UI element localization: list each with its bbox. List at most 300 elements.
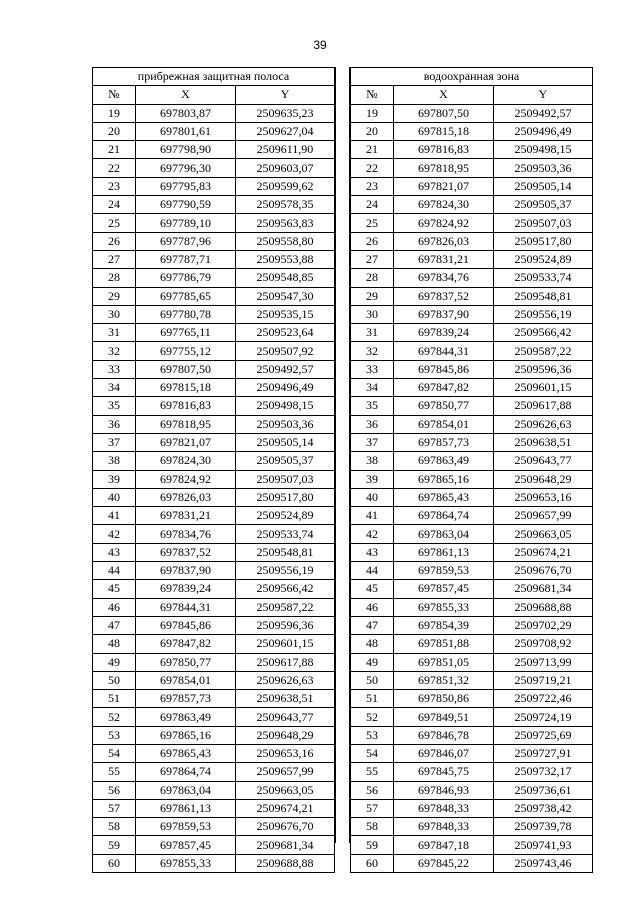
x-coordinate-cell: 697848,33 — [394, 818, 494, 836]
y-coordinate-cell: 2509517,80 — [236, 488, 335, 506]
x-coordinate-cell: 697865,43 — [136, 744, 236, 762]
point-number-cell: 36 — [351, 415, 394, 433]
x-coordinate-cell: 697824,30 — [394, 196, 494, 214]
column-header-y: Y — [494, 86, 593, 104]
x-coordinate-cell: 697850,77 — [394, 397, 494, 415]
y-coordinate-cell: 2509736,61 — [494, 781, 593, 799]
point-number-cell: 23 — [93, 177, 136, 195]
x-coordinate-cell: 697755,12 — [136, 342, 236, 360]
table-row — [93, 562, 335, 580]
point-number-cell: 49 — [93, 653, 136, 671]
x-coordinate-cell: 697859,53 — [136, 818, 236, 836]
x-coordinate-cell: 697818,95 — [394, 159, 494, 177]
x-coordinate-cell: 697780,78 — [136, 305, 236, 323]
table-row — [93, 708, 335, 726]
x-coordinate-cell: 697846,78 — [394, 726, 494, 744]
x-coordinate-cell: 697816,83 — [136, 397, 236, 415]
y-coordinate-cell: 2509713,99 — [494, 653, 593, 671]
point-number-cell: 37 — [351, 433, 394, 451]
point-number-cell: 23 — [351, 177, 394, 195]
point-number-cell: 51 — [351, 690, 394, 708]
table-row — [351, 214, 593, 232]
y-coordinate-cell: 2509725,69 — [494, 726, 593, 744]
table-row — [93, 854, 335, 872]
point-number-cell: 27 — [351, 250, 394, 268]
table-row — [351, 543, 593, 561]
y-coordinate-cell: 2509708,92 — [494, 635, 593, 653]
table-row — [93, 452, 335, 470]
y-coordinate-cell: 2509676,70 — [236, 818, 335, 836]
table-row — [93, 305, 335, 323]
x-coordinate-cell: 697855,33 — [394, 598, 494, 616]
column-header-x: X — [394, 86, 494, 104]
x-coordinate-cell: 697834,76 — [394, 269, 494, 287]
y-coordinate-cell: 2509548,85 — [236, 269, 335, 287]
table-row — [93, 781, 335, 799]
point-number-cell: 54 — [351, 744, 394, 762]
y-coordinate-cell: 2509566,42 — [236, 580, 335, 598]
point-number-cell: 43 — [93, 543, 136, 561]
table-row — [93, 342, 335, 360]
table-row — [93, 269, 335, 287]
point-number-cell: 39 — [351, 470, 394, 488]
table-row — [351, 763, 593, 781]
x-coordinate-cell: 697786,79 — [136, 269, 236, 287]
table-row — [351, 122, 593, 140]
y-coordinate-cell: 2509556,19 — [494, 305, 593, 323]
point-number-cell: 55 — [351, 763, 394, 781]
y-coordinate-cell: 2509503,36 — [236, 415, 335, 433]
x-coordinate-cell: 697863,04 — [136, 781, 236, 799]
point-number-cell: 34 — [93, 379, 136, 397]
table-row — [93, 433, 335, 451]
y-coordinate-cell: 2509507,03 — [494, 214, 593, 232]
table-row — [93, 415, 335, 433]
point-number-cell: 28 — [351, 269, 394, 287]
x-coordinate-cell: 697848,33 — [394, 799, 494, 817]
y-coordinate-cell: 2509533,74 — [494, 269, 593, 287]
y-coordinate-cell: 2509663,05 — [236, 781, 335, 799]
x-coordinate-cell: 697854,01 — [136, 671, 236, 689]
x-coordinate-cell: 697865,16 — [394, 470, 494, 488]
point-number-cell: 59 — [351, 836, 394, 854]
table-row — [351, 562, 593, 580]
y-coordinate-cell: 2509617,88 — [494, 397, 593, 415]
table-row — [351, 342, 593, 360]
point-number-cell: 19 — [93, 104, 136, 122]
table-row — [351, 525, 593, 543]
table-row — [351, 781, 593, 799]
point-number-cell: 53 — [93, 726, 136, 744]
point-number-cell: 41 — [93, 507, 136, 525]
table-row — [351, 580, 593, 598]
table-row — [351, 269, 593, 287]
point-number-cell: 52 — [93, 708, 136, 726]
table-row — [351, 470, 593, 488]
y-coordinate-cell: 2509505,14 — [494, 177, 593, 195]
y-coordinate-cell: 2509505,14 — [236, 433, 335, 451]
y-coordinate-cell: 2509563,83 — [236, 214, 335, 232]
y-coordinate-cell: 2509722,46 — [494, 690, 593, 708]
y-coordinate-cell: 2509611,90 — [236, 141, 335, 159]
point-number-cell: 40 — [351, 488, 394, 506]
x-coordinate-cell: 697844,31 — [394, 342, 494, 360]
point-number-cell: 44 — [351, 562, 394, 580]
table-row — [351, 616, 593, 634]
table-row — [93, 232, 335, 250]
y-coordinate-cell: 2509601,15 — [236, 635, 335, 653]
y-coordinate-cell: 2509503,36 — [494, 159, 593, 177]
x-coordinate-cell: 697857,45 — [136, 836, 236, 854]
x-coordinate-cell: 697837,52 — [394, 287, 494, 305]
y-coordinate-cell: 2509643,77 — [236, 708, 335, 726]
table-row — [93, 159, 335, 177]
table-row — [351, 305, 593, 323]
y-coordinate-cell: 2509496,49 — [236, 379, 335, 397]
x-coordinate-cell: 697826,03 — [136, 488, 236, 506]
table-row — [93, 836, 335, 854]
table-row — [351, 598, 593, 616]
y-coordinate-cell: 2509517,80 — [494, 232, 593, 250]
point-number-cell: 56 — [351, 781, 394, 799]
point-number-cell: 21 — [351, 141, 394, 159]
x-coordinate-cell: 697824,30 — [136, 452, 236, 470]
x-coordinate-cell: 697857,45 — [394, 580, 494, 598]
point-number-cell: 25 — [93, 214, 136, 232]
point-number-cell: 53 — [351, 726, 394, 744]
y-coordinate-cell: 2509524,89 — [494, 250, 593, 268]
x-coordinate-cell: 697863,49 — [136, 708, 236, 726]
column-header-number: № — [93, 86, 136, 104]
y-coordinate-cell: 2509738,42 — [494, 799, 593, 817]
y-coordinate-cell: 2509674,21 — [236, 799, 335, 817]
y-coordinate-cell: 2509626,63 — [236, 671, 335, 689]
table-row — [93, 635, 335, 653]
y-coordinate-cell: 2509719,21 — [494, 671, 593, 689]
x-coordinate-cell: 697785,65 — [136, 287, 236, 305]
point-number-cell: 57 — [351, 799, 394, 817]
x-coordinate-cell: 697807,50 — [136, 360, 236, 378]
x-coordinate-cell: 697818,95 — [136, 415, 236, 433]
table-row — [93, 397, 335, 415]
y-coordinate-cell: 2509676,70 — [494, 562, 593, 580]
y-coordinate-cell: 2509548,81 — [236, 543, 335, 561]
table-row — [351, 635, 593, 653]
y-coordinate-cell: 2509648,29 — [236, 726, 335, 744]
point-number-cell: 57 — [93, 799, 136, 817]
table-row — [351, 507, 593, 525]
y-coordinate-cell: 2509681,34 — [494, 580, 593, 598]
y-coordinate-cell: 2509617,88 — [236, 653, 335, 671]
point-number-cell: 40 — [93, 488, 136, 506]
table-row — [351, 818, 593, 836]
point-number-cell: 60 — [351, 854, 394, 872]
table-row — [351, 708, 593, 726]
table-row — [93, 598, 335, 616]
point-number-cell: 39 — [93, 470, 136, 488]
y-coordinate-cell: 2509648,29 — [494, 470, 593, 488]
table-row — [93, 360, 335, 378]
point-number-cell: 37 — [93, 433, 136, 451]
x-coordinate-cell: 697837,52 — [136, 543, 236, 561]
coordinates-table-coastal-strip — [92, 67, 335, 873]
table-row — [93, 470, 335, 488]
point-number-cell: 47 — [351, 616, 394, 634]
point-number-cell: 43 — [351, 543, 394, 561]
table-row — [351, 177, 593, 195]
y-coordinate-cell: 2509505,37 — [494, 196, 593, 214]
y-coordinate-cell: 2509507,92 — [236, 342, 335, 360]
point-number-cell: 45 — [93, 580, 136, 598]
y-coordinate-cell: 2509596,36 — [494, 360, 593, 378]
y-coordinate-cell: 2509596,36 — [236, 616, 335, 634]
point-number-cell: 26 — [351, 232, 394, 250]
table-row — [93, 177, 335, 195]
table-row — [93, 104, 335, 122]
table-row — [351, 653, 593, 671]
column-header-x: X — [136, 86, 236, 104]
x-coordinate-cell: 697861,13 — [394, 543, 494, 561]
x-coordinate-cell: 697857,73 — [136, 690, 236, 708]
table-row — [351, 744, 593, 762]
x-coordinate-cell: 697854,01 — [394, 415, 494, 433]
table-row — [351, 452, 593, 470]
x-coordinate-cell: 697857,73 — [394, 433, 494, 451]
x-coordinate-cell: 697845,75 — [394, 763, 494, 781]
x-coordinate-cell: 697839,24 — [136, 580, 236, 598]
point-number-cell: 50 — [93, 671, 136, 689]
x-coordinate-cell: 697765,11 — [136, 324, 236, 342]
y-coordinate-cell: 2509627,04 — [236, 122, 335, 140]
table-row — [93, 525, 335, 543]
point-number-cell: 19 — [351, 104, 394, 122]
y-coordinate-cell: 2509743,46 — [494, 854, 593, 872]
divider-line-left — [335, 67, 336, 843]
table-row — [351, 324, 593, 342]
table-row — [351, 287, 593, 305]
point-number-cell: 59 — [93, 836, 136, 854]
table-row — [351, 488, 593, 506]
y-coordinate-cell: 2509535,15 — [236, 305, 335, 323]
x-coordinate-cell: 697807,50 — [394, 104, 494, 122]
point-number-cell: 35 — [351, 397, 394, 415]
y-coordinate-cell: 2509492,57 — [236, 360, 335, 378]
table-row — [351, 690, 593, 708]
x-coordinate-cell: 697864,74 — [136, 763, 236, 781]
table-row — [351, 726, 593, 744]
y-coordinate-cell: 2509498,15 — [494, 141, 593, 159]
y-coordinate-cell: 2509556,19 — [236, 562, 335, 580]
x-coordinate-cell: 697815,18 — [136, 379, 236, 397]
table-row — [351, 671, 593, 689]
x-coordinate-cell: 697847,18 — [394, 836, 494, 854]
table-row — [93, 818, 335, 836]
x-coordinate-cell: 697863,04 — [394, 525, 494, 543]
y-coordinate-cell: 2509688,88 — [236, 854, 335, 872]
point-number-cell: 33 — [351, 360, 394, 378]
y-coordinate-cell: 2509635,23 — [236, 104, 335, 122]
point-number-cell: 54 — [93, 744, 136, 762]
table-title: водоохранная зона — [351, 68, 593, 86]
y-coordinate-cell: 2509653,16 — [494, 488, 593, 506]
y-coordinate-cell: 2509587,22 — [236, 598, 335, 616]
y-coordinate-cell: 2509727,91 — [494, 744, 593, 762]
point-number-cell: 31 — [351, 324, 394, 342]
table-row — [351, 836, 593, 854]
x-coordinate-cell: 697863,49 — [394, 452, 494, 470]
table-row — [351, 232, 593, 250]
table-title: прибрежная защитная полоса — [93, 68, 335, 86]
table-row — [93, 690, 335, 708]
table-row — [93, 799, 335, 817]
table-row — [93, 287, 335, 305]
y-coordinate-cell: 2509724,19 — [494, 708, 593, 726]
table-row — [93, 671, 335, 689]
x-coordinate-cell: 697824,92 — [136, 470, 236, 488]
y-coordinate-cell: 2509601,15 — [494, 379, 593, 397]
point-number-cell: 45 — [351, 580, 394, 598]
table-row — [93, 653, 335, 671]
y-coordinate-cell: 2509702,29 — [494, 616, 593, 634]
point-number-cell: 42 — [93, 525, 136, 543]
table-row — [351, 360, 593, 378]
table-row — [351, 854, 593, 872]
point-number-cell: 24 — [351, 196, 394, 214]
point-number-cell: 50 — [351, 671, 394, 689]
y-coordinate-cell: 2509603,07 — [236, 159, 335, 177]
x-coordinate-cell: 697861,13 — [136, 799, 236, 817]
y-coordinate-cell: 2509643,77 — [494, 452, 593, 470]
y-coordinate-cell: 2509533,74 — [236, 525, 335, 543]
y-coordinate-cell: 2509578,35 — [236, 196, 335, 214]
x-coordinate-cell: 697795,83 — [136, 177, 236, 195]
y-coordinate-cell: 2509732,17 — [494, 763, 593, 781]
table-row — [351, 379, 593, 397]
table-row — [93, 616, 335, 634]
table-row — [351, 196, 593, 214]
x-coordinate-cell: 697865,43 — [394, 488, 494, 506]
y-coordinate-cell: 2509688,88 — [494, 598, 593, 616]
point-number-cell: 58 — [351, 818, 394, 836]
point-number-cell: 34 — [351, 379, 394, 397]
y-coordinate-cell: 2509599,62 — [236, 177, 335, 195]
y-coordinate-cell: 2509626,63 — [494, 415, 593, 433]
table-row — [93, 726, 335, 744]
point-number-cell: 51 — [93, 690, 136, 708]
y-coordinate-cell: 2509587,22 — [494, 342, 593, 360]
y-coordinate-cell: 2509558,80 — [236, 232, 335, 250]
x-coordinate-cell: 697865,16 — [136, 726, 236, 744]
coordinates-table-water-protection-zone — [350, 67, 593, 873]
y-coordinate-cell: 2509553,88 — [236, 250, 335, 268]
point-number-cell: 27 — [93, 250, 136, 268]
table-row — [93, 763, 335, 781]
point-number-cell: 49 — [351, 653, 394, 671]
point-number-cell: 48 — [93, 635, 136, 653]
y-coordinate-cell: 2509739,78 — [494, 818, 593, 836]
table-row — [351, 141, 593, 159]
point-number-cell: 22 — [351, 159, 394, 177]
point-number-cell: 33 — [93, 360, 136, 378]
y-coordinate-cell: 2509547,30 — [236, 287, 335, 305]
page-number: 39 — [313, 38, 327, 52]
point-number-cell: 30 — [351, 305, 394, 323]
x-coordinate-cell: 697855,33 — [136, 854, 236, 872]
x-coordinate-cell: 697831,21 — [136, 507, 236, 525]
x-coordinate-cell: 697837,90 — [394, 305, 494, 323]
point-number-cell: 56 — [93, 781, 136, 799]
y-coordinate-cell: 2509496,49 — [494, 122, 593, 140]
x-coordinate-cell: 697839,24 — [394, 324, 494, 342]
point-number-cell: 38 — [351, 452, 394, 470]
x-coordinate-cell: 697824,92 — [394, 214, 494, 232]
x-coordinate-cell: 697787,71 — [136, 250, 236, 268]
column-header-number: № — [351, 86, 394, 104]
x-coordinate-cell: 697816,83 — [394, 141, 494, 159]
y-coordinate-cell: 2509524,89 — [236, 507, 335, 525]
column-header-y: Y — [236, 86, 335, 104]
point-number-cell: 29 — [351, 287, 394, 305]
x-coordinate-cell: 697837,90 — [136, 562, 236, 580]
x-coordinate-cell: 697790,59 — [136, 196, 236, 214]
x-coordinate-cell: 697844,31 — [136, 598, 236, 616]
y-coordinate-cell: 2509657,99 — [236, 763, 335, 781]
x-coordinate-cell: 697847,82 — [394, 379, 494, 397]
y-coordinate-cell: 2509638,51 — [236, 690, 335, 708]
y-coordinate-cell: 2509638,51 — [494, 433, 593, 451]
point-number-cell: 41 — [351, 507, 394, 525]
table-row — [93, 488, 335, 506]
x-coordinate-cell: 697831,21 — [394, 250, 494, 268]
table-row — [93, 379, 335, 397]
table-row — [93, 250, 335, 268]
x-coordinate-cell: 697834,76 — [136, 525, 236, 543]
point-number-cell: 31 — [93, 324, 136, 342]
table-row — [93, 507, 335, 525]
x-coordinate-cell: 697850,77 — [136, 653, 236, 671]
x-coordinate-cell: 697798,90 — [136, 141, 236, 159]
point-number-cell: 58 — [93, 818, 136, 836]
y-coordinate-cell: 2509548,81 — [494, 287, 593, 305]
point-number-cell: 25 — [351, 214, 394, 232]
point-number-cell: 52 — [351, 708, 394, 726]
x-coordinate-cell: 697851,88 — [394, 635, 494, 653]
table-row — [93, 141, 335, 159]
x-coordinate-cell: 697803,87 — [136, 104, 236, 122]
table-row — [93, 122, 335, 140]
table-row — [351, 799, 593, 817]
y-coordinate-cell: 2509653,16 — [236, 744, 335, 762]
point-number-cell: 29 — [93, 287, 136, 305]
x-coordinate-cell: 697845,86 — [394, 360, 494, 378]
y-coordinate-cell: 2509505,37 — [236, 452, 335, 470]
point-number-cell: 38 — [93, 452, 136, 470]
point-number-cell: 55 — [93, 763, 136, 781]
x-coordinate-cell: 697789,10 — [136, 214, 236, 232]
x-coordinate-cell: 697787,96 — [136, 232, 236, 250]
x-coordinate-cell: 697847,82 — [136, 635, 236, 653]
point-number-cell: 20 — [93, 122, 136, 140]
point-number-cell: 21 — [93, 141, 136, 159]
y-coordinate-cell: 2509741,93 — [494, 836, 593, 854]
point-number-cell: 35 — [93, 397, 136, 415]
x-coordinate-cell: 697854,39 — [394, 616, 494, 634]
x-coordinate-cell: 697849,51 — [394, 708, 494, 726]
x-coordinate-cell: 697845,86 — [136, 616, 236, 634]
x-coordinate-cell: 697821,07 — [136, 433, 236, 451]
point-number-cell: 42 — [351, 525, 394, 543]
point-number-cell: 32 — [351, 342, 394, 360]
